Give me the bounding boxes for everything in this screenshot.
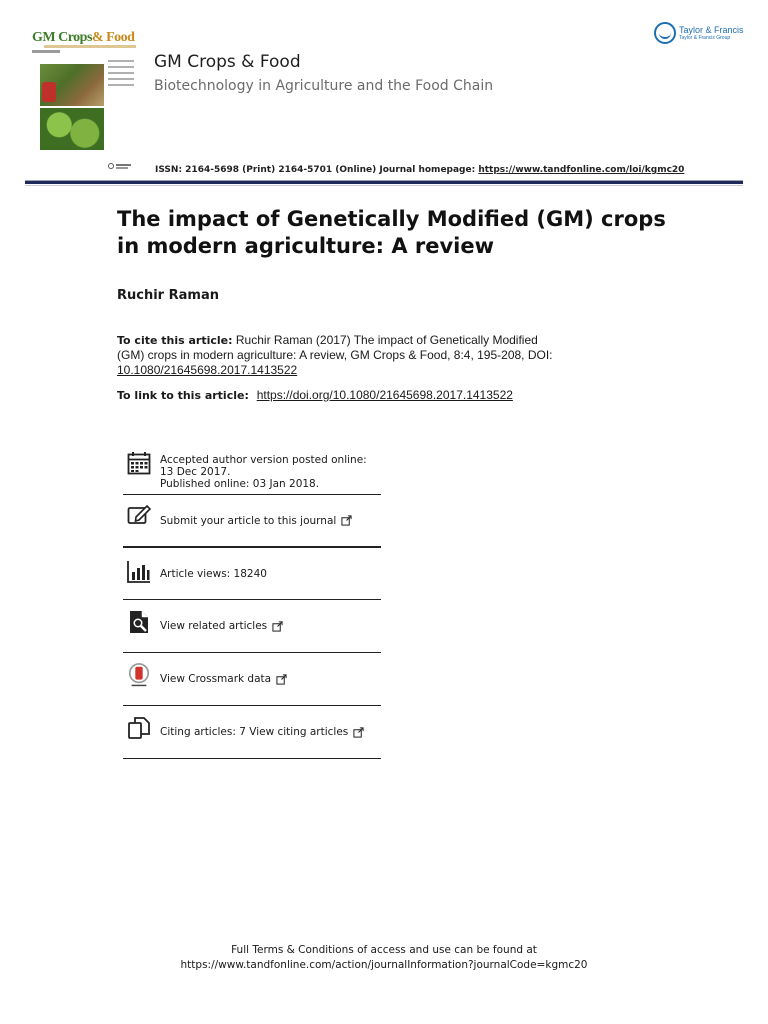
journal-title: GM Crops & Food bbox=[154, 52, 301, 72]
citation-block bbox=[117, 333, 567, 378]
published-date-text: Published online: 03 Jan 2018. bbox=[160, 478, 320, 490]
copy-documents-icon bbox=[127, 716, 151, 740]
external-link-icon bbox=[272, 621, 283, 632]
journal-cover-thumbnail bbox=[30, 30, 138, 152]
article-views-row bbox=[123, 548, 381, 600]
cover-volume-bar bbox=[32, 50, 60, 53]
cite-text: Ruchir Raman (2017) The impact of Genetically Modified (GM) crops in modern agriculture: A review, GM Crops & Food, 8:4, 195-208, DOI: bbox=[117, 333, 553, 362]
cover-photo-field bbox=[40, 64, 104, 106]
article-info-panel bbox=[123, 448, 381, 759]
publisher-logo[interactable] bbox=[654, 22, 744, 44]
issn-line bbox=[155, 165, 684, 175]
related-articles-row[interactable] bbox=[123, 600, 381, 653]
citing-articles-link[interactable]: Citing articles: 7 View citing articles bbox=[160, 726, 349, 738]
related-articles-link[interactable]: View related articles bbox=[160, 620, 268, 632]
publisher-logo-icon bbox=[654, 22, 676, 44]
article-views-text: Article views: 18240 bbox=[160, 567, 267, 580]
header-divider-thick bbox=[25, 181, 743, 184]
submit-article-link[interactable]: Submit your article to this journal bbox=[160, 514, 337, 527]
issn-text: ISSN: 2164-5698 (Print) 2164-5701 (Online) Journal homepage: bbox=[155, 165, 476, 175]
external-link-icon bbox=[341, 515, 352, 526]
bar-chart-icon bbox=[127, 560, 151, 584]
society-logo-icon bbox=[108, 162, 132, 170]
cover-text-lines bbox=[108, 60, 134, 90]
edit-icon bbox=[127, 503, 151, 527]
external-link-icon bbox=[353, 727, 364, 738]
crossmark-row[interactable] bbox=[123, 653, 381, 706]
article-link-block bbox=[117, 388, 513, 402]
article-title: The impact of Genetically Modified (GM) crops in modern agriculture: A review bbox=[117, 207, 666, 258]
journal-homepage-link[interactable]: https://www.tandfonline.com/loi/kgmc20 bbox=[478, 165, 685, 175]
cover-photo-person bbox=[42, 82, 56, 102]
crossmark-icon bbox=[127, 663, 151, 687]
terms-url[interactable]: https://www.tandfonline.com/action/journalInformation?journalCode=kgmc20 bbox=[180, 959, 588, 971]
cite-label: To cite this article: bbox=[117, 334, 233, 347]
publisher-name: Taylor & Francis bbox=[679, 24, 744, 35]
cite-doi-link[interactable]: 10.1080/21645698.2017.1413522 bbox=[117, 363, 298, 377]
link-label: To link to this article: bbox=[117, 389, 249, 402]
article-author: Ruchir Raman bbox=[117, 288, 219, 303]
journal-subtitle: Biotechnology in Agriculture and the Food Chain bbox=[154, 78, 494, 94]
external-link-icon bbox=[276, 674, 287, 685]
publisher-group: Taylor & Francis Group bbox=[679, 34, 731, 41]
accepted-date-text: Accepted author version posted online: 13 Dec 2017. bbox=[160, 454, 367, 478]
submit-article-row[interactable] bbox=[123, 495, 381, 548]
cover-logo: GM Crops& Food bbox=[32, 30, 135, 45]
publication-dates-row bbox=[123, 448, 381, 495]
crossmark-link[interactable]: View Crossmark data bbox=[160, 673, 272, 685]
calendar-icon bbox=[127, 451, 151, 475]
article-doi-link[interactable]: https://doi.org/10.1080/21645698.2017.1413522 bbox=[256, 388, 513, 402]
terms-footer bbox=[0, 943, 768, 973]
cover-photo-leaves bbox=[40, 108, 104, 150]
header-divider-light bbox=[25, 185, 743, 186]
citing-articles-row[interactable] bbox=[123, 706, 381, 759]
document-search-icon bbox=[127, 610, 151, 634]
terms-text: Full Terms & Conditions of access and use can be found at bbox=[231, 944, 537, 956]
cover-tagline-bar bbox=[44, 45, 136, 48]
